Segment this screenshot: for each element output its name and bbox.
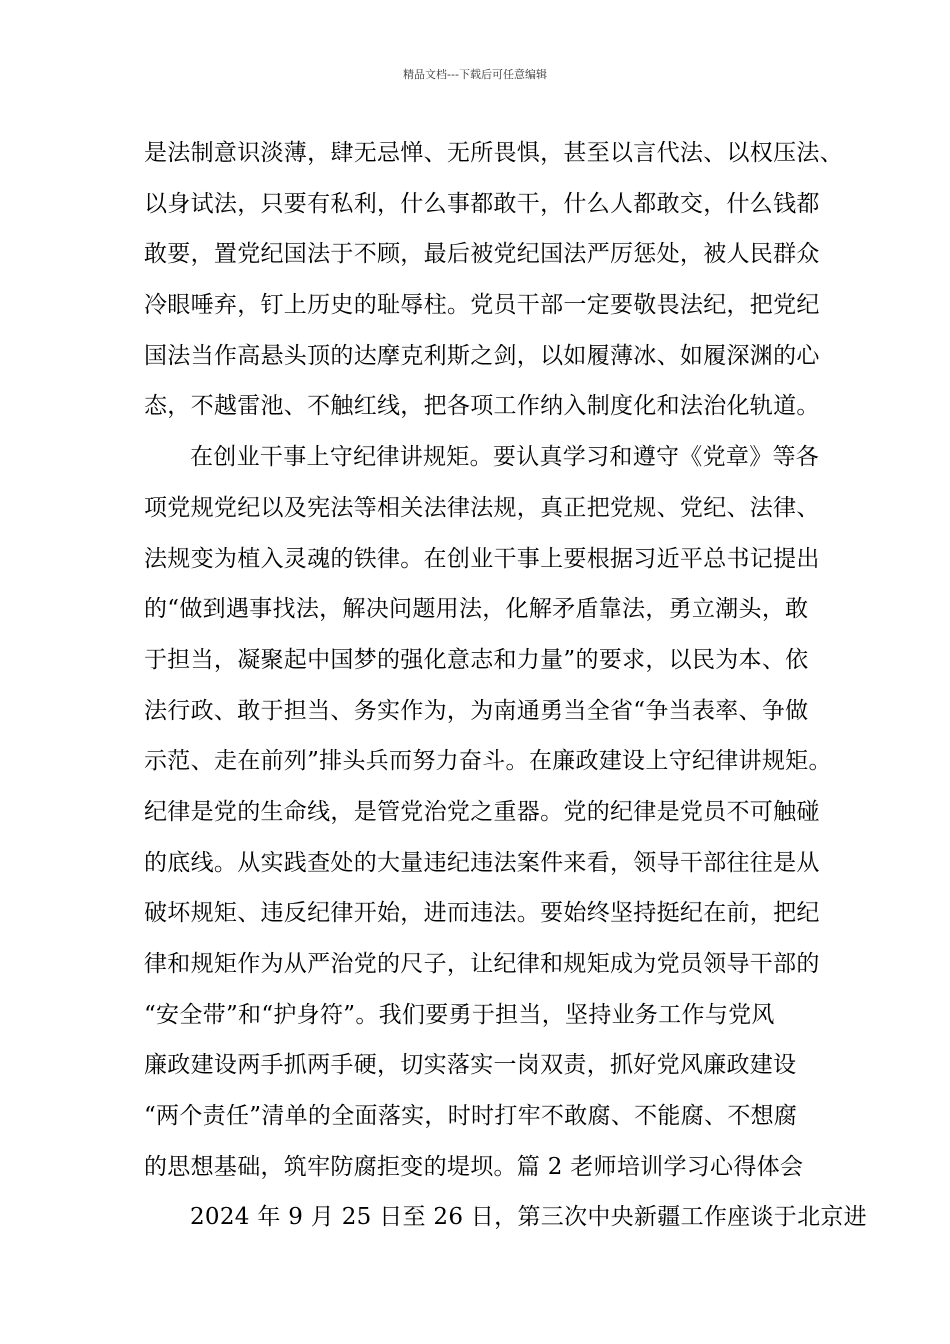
text-line: 是法制意识淡薄，肆无忌惮、无所畏惧，甚至以言代法、以权压法、 bbox=[144, 140, 843, 166]
text-line: 项党规党纪以及宪法等相关法律法规，真正把党规、党纪、法律、 bbox=[144, 494, 820, 521]
text-line: 于担当，凝聚起中国梦的强化意志和力量”的要求，以民为本、依 bbox=[144, 646, 809, 673]
text-line: 的底线。从实践查处的大量违纪违法案件来看，领导干部往往是从 bbox=[144, 849, 820, 876]
text-line: 法行政、敢于担当、务实作为，为南通勇当全省“争当表率、争做 bbox=[144, 697, 809, 724]
text-line: 态，不越雷池、不触红线，把各项工作纳入制度化和法治化轨道。 bbox=[144, 393, 820, 420]
text-line: 纪律是党的生命线，是管党治党之重器。党的纪律是党员不可触碰 bbox=[144, 798, 820, 825]
paragraph-start-line: 2024 年 9 月 25 日至 26 日，第三次中央新疆工作座谈于北京进 bbox=[190, 1204, 867, 1231]
text-line: 国法当作高悬头顶的达摩克利斯之剑，以如履薄冰、如履深渊的心 bbox=[144, 342, 820, 369]
text-line: 敢要，置党纪国法于不顾，最后被党纪国法严厉惩处，被人民群众 bbox=[144, 241, 820, 268]
text-line: 的思想基础，筑牢防腐拒变的堤坝。篇 2 老师培训学习心得体会 bbox=[144, 1153, 804, 1180]
text-line: 破坏规矩、违反纪律开始，进而违法。要始终坚持挺纪在前，把纪 bbox=[144, 900, 820, 927]
text-line: 廉政建设两手抓两手硬，切实落实一岗双责，抓好党风廉政建设 bbox=[144, 1052, 797, 1079]
text-line: 示范、走在前列”排头兵而努力奋斗。在廉政建设上守纪律讲规矩。 bbox=[144, 748, 832, 775]
paragraph-start-line: 在创业干事上守纪律讲规矩。要认真学习和遵守《党章》等各 bbox=[190, 444, 820, 471]
text-line: “两个责任”清单的全面落实，时时打牢不敢腐、不能腐、不想腐 bbox=[144, 1103, 798, 1130]
text-line: 的“做到遇事找法，解决问题用法，化解矛盾靠法，勇立潮头，敢 bbox=[144, 596, 809, 623]
text-line: 以身试法，只要有私利，什么事都敢干，什么人都敢交，什么钱都 bbox=[144, 190, 820, 217]
text-line: “安全带”和“护身符”。我们要勇于担当，坚持业务工作与党风 bbox=[144, 1001, 775, 1028]
document-body bbox=[144, 128, 867, 1243]
page-header: 精品文档---下载后可任意编辑 bbox=[403, 68, 547, 81]
text-line: 律和规矩作为从严治党的尺子，让纪律和规矩成为党员领导干部的 bbox=[144, 951, 820, 977]
text-line: 冷眼唾弃，钉上历史的耻辱柱。党员干部一定要敬畏法纪，把党纪 bbox=[144, 292, 820, 319]
text-line: 法规变为植入灵魂的铁律。在创业干事上要根据习近平总书记提出 bbox=[144, 545, 820, 572]
